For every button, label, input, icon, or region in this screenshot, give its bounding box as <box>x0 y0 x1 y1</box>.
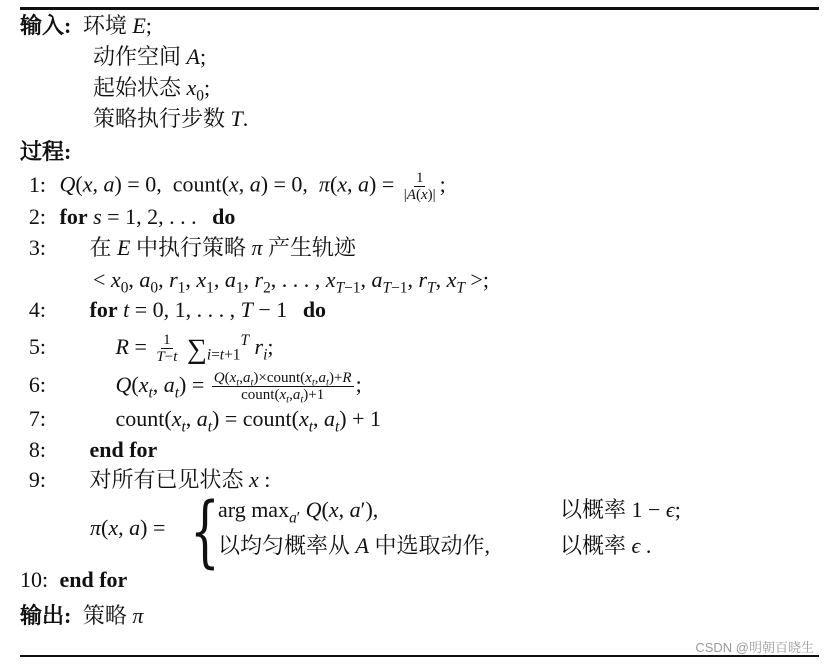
step-2 <box>20 203 235 231</box>
step-9-number: 9: <box>28 467 46 492</box>
step-9 <box>20 466 270 494</box>
input-start-state: 起始状态 $x_0$; <box>93 75 211 105</box>
step-7-text: $count(x_t$, $a_t$) = $count(x_t$, $a_t) + 1$ <box>115 406 382 436</box>
step-7 <box>20 405 382 436</box>
step-5-lhs: R = <box>115 333 147 359</box>
process-label: 过程: <box>20 139 72 164</box>
step-1-fraction: $\frac{1}{|A(x)|}$ <box>403 170 436 203</box>
step-3-text: 在 E 中执行策略 π 产生轨迹 <box>89 235 357 260</box>
input-label: 输入: <box>20 13 72 38</box>
policy-case-2-expr: 以均匀概率从 A 中选取动作, <box>218 533 490 558</box>
step-6-number: 6: <box>28 371 46 397</box>
step-1-text: Q(x, a) = 0, count(x, a) = 0, π(x, a) = <box>59 171 395 197</box>
step-10-end-for: end for <box>59 567 128 592</box>
watermark: CSDN @明朝百晓生 <box>695 640 814 655</box>
step-8 <box>20 436 157 464</box>
step-8-end-for: end for <box>89 437 158 462</box>
step-4-text: t = 0, 1, . . . , T − 1 <box>123 297 288 322</box>
step-2-do-keyword: do <box>212 204 236 229</box>
step-4-for-keyword: for <box>89 297 118 322</box>
output-label: 输出: <box>20 603 72 628</box>
step-1: 1: Q(x, a) = 0, count(x, a) = 0, π(x, a) = $\frac{1}{|A(x)|}$ ; <box>20 170 446 203</box>
step-4-do-keyword: do <box>302 297 327 322</box>
step-5-sum: $\sum_{i=t+1}^T$ $r_i$; <box>186 331 274 365</box>
input-line <box>20 12 152 40</box>
step-10-number: 10: <box>20 567 49 592</box>
step-6: 6: $Q(x_t$, $a_t$) = $\frac{Q(x_t,a_t)\times count(x_t,a_t)+R}{count(x_t,a_t)+1}$ ; <box>20 370 362 403</box>
policy-case-2-cond: 以概率 ϵ . <box>560 533 652 558</box>
step-5-fraction: $\frac{1}{T-t}$ <box>156 332 178 365</box>
step-5 <box>20 332 274 365</box>
step-7-number: 7: <box>28 406 46 431</box>
step-9-text: 对所有已见状态 x : <box>89 467 271 492</box>
output-text: 策略 π <box>82 603 144 628</box>
top-rule <box>20 7 819 10</box>
output-line <box>20 602 143 630</box>
step-8-number: 8: <box>28 437 46 462</box>
policy-lhs: π(x, a) = <box>90 515 166 540</box>
input-action-space: 动作空间 A; <box>93 44 207 69</box>
step-2-number: 2: <box>28 204 46 229</box>
policy-case-1-cond: 以概率 1 − ϵ; <box>560 497 681 522</box>
step-2-text: s = 1, 2, . . . <box>93 204 197 229</box>
step-5-number: 5: <box>28 333 46 359</box>
step-1-number: 1: <box>28 171 46 197</box>
step-6-lhs: $Q(x_t$, $a_t$) = <box>115 371 205 401</box>
step-4-number: 4: <box>28 297 46 322</box>
step-6-fraction: $\frac{Q(x_t,a_t)\times count(x_t,a_t)+R}{count(x_t,a_t)+1}$ <box>213 370 352 406</box>
input-steps: 策略执行步数 T. <box>93 106 249 131</box>
step-3-number: 3: <box>28 235 46 260</box>
input-env: 环境 E; <box>82 13 152 38</box>
step-10 <box>20 566 127 594</box>
step-4 <box>20 296 326 324</box>
step-2-for-keyword: for <box>59 204 88 229</box>
step-3-trajectory: < $x_0$, $a_0$, $r_1$, $x_1$, $a_1$, $r_2$, . . . , $x_{T-1}$, $a_{T-1}$, $r_T$, $x_T$ >; <box>93 267 489 297</box>
step-3 <box>20 234 356 262</box>
policy-case-1-expr: arg $\max_{a'} Q(x$, a′), <box>218 497 379 527</box>
